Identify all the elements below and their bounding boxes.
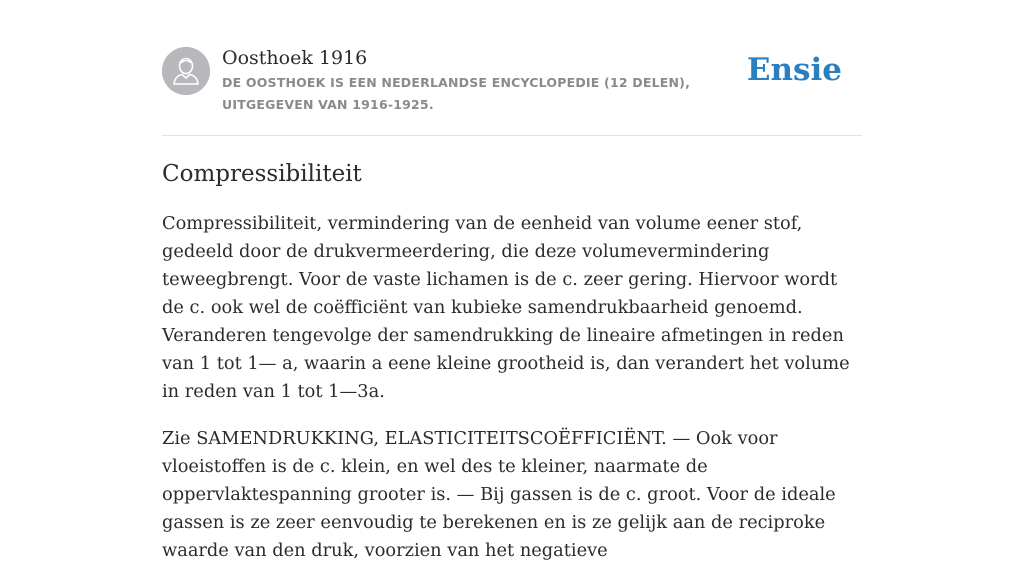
- source-description: DE OOSTHOEK IS EEN NEDERLANDSE ENCYCLOPEDIE (12 DELEN), UITGEGEVEN VAN 1916-1925.: [222, 75, 691, 112]
- brand-logo[interactable]: Ensie: [746, 52, 842, 88]
- article-body: [162, 210, 864, 565]
- article-title: Compressibiliteit: [162, 161, 362, 187]
- article: [162, 158, 864, 584]
- article-paragraph: Compressibiliteit, vermindering van de eenheid van volume eener stof, gedeeld door de drukvermeerdering, die deze volumevermindering teweegbrengt. Voor de vaste lichamen is de c. zeer gering. Hiervoor wordt de c. ook wel de coëfficiënt van kubieke samendrukbaarheid genoemd. Veranderen tengevolge der samendrukking de lineaire afmetingen in reden van 1 tot 1— a, waarin a eene kleine grootheid is, dan verandert het volume in reden van 1 tot 1—3a.: [162, 213, 850, 402]
- source-title[interactable]: Oosthoek 1916: [222, 47, 368, 69]
- header-divider: [162, 135, 862, 136]
- source-header: [162, 46, 862, 136]
- user-avatar-icon[interactable]: [162, 47, 210, 95]
- article-paragraph: Zie SAMENDRUKKING, ELASTICITEITSCOËFFICIËNT. — Ook voor vloeistoffen is de c. klein, en wel des te kleiner, naarmate de oppervlaktespanning grooter is. — Bij gassen is de c. groot. Voor de ideale gassen is ze zeer eenvoudig te berekenen en is ze gelijk aan de reciproke waarde van den druk, voorzien van het negatieve: [162, 428, 836, 561]
